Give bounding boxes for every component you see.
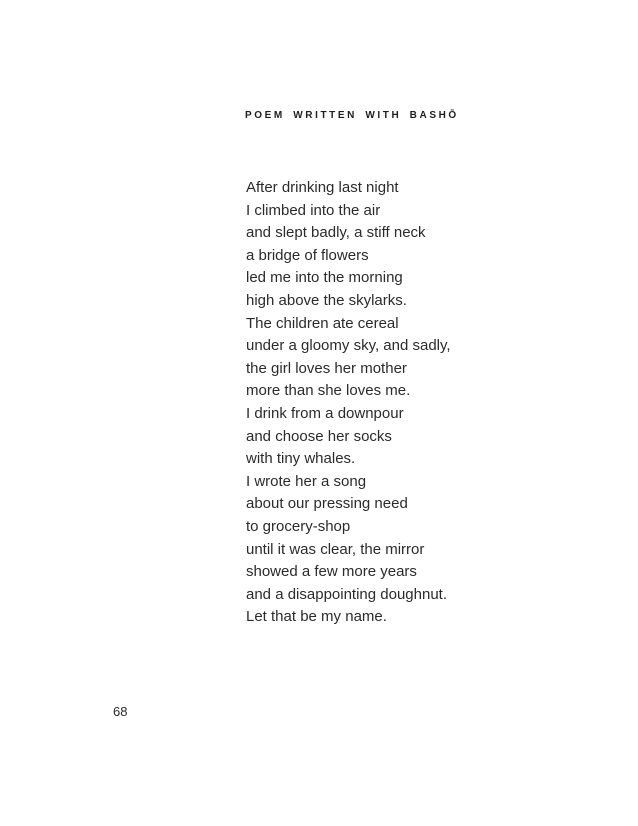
poem-line: with tiny whales. xyxy=(246,450,356,468)
poem-line: led me into the morning xyxy=(246,269,403,287)
poem-line: under a gloomy sky, and sadly, xyxy=(246,337,451,355)
poem-line: showed a few more years xyxy=(246,563,417,581)
poem-line: more than she loves me. xyxy=(246,382,411,400)
poem-line: a bridge of flowers xyxy=(246,246,369,264)
page-number: 68 xyxy=(113,704,128,719)
poem-line: I wrote her a song xyxy=(246,472,367,490)
poem-line: to grocery-shop xyxy=(246,517,351,535)
poem-line: and a disappointing doughnut. xyxy=(246,585,448,603)
poem-line: and choose her socks xyxy=(246,427,392,445)
poem-line: the girl loves her mother xyxy=(246,359,407,377)
poem-line: I climbed into the air xyxy=(246,201,381,219)
poem-title: POEM WRITTEN WITH BASHŌ xyxy=(245,110,459,121)
poem-line: until it was clear, the mirror xyxy=(246,540,425,558)
poem-line: The children ate cereal xyxy=(246,314,399,332)
poem-line: and slept badly, a stiff neck xyxy=(246,224,426,242)
poem-body xyxy=(246,177,451,629)
poem-line: Let that be my name. xyxy=(246,608,387,626)
poem-line: high above the skylarks. xyxy=(246,291,407,309)
poem-line: about our pressing need xyxy=(246,495,408,513)
poem-line: I drink from a downpour xyxy=(246,404,404,422)
poem-line: After drinking last night xyxy=(246,179,399,196)
